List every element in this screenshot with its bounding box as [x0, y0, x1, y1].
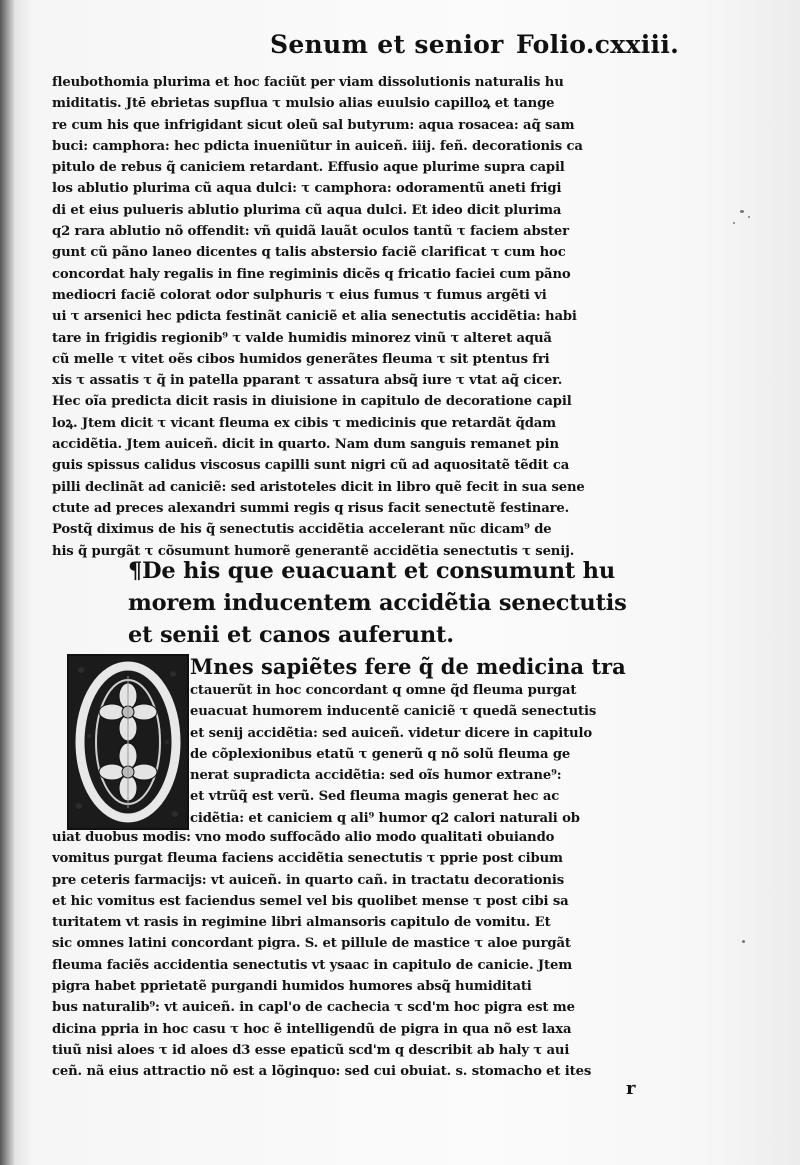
text-line: et hic vomitus est faciendus semel vel bis quolibet mense τ post cibi sa [52, 893, 569, 909]
text-line: ui τ arsenici hec pdicta festinãt caniciẽ et alia senectutis accidẽtia: habi [52, 309, 577, 325]
body-text-top [52, 72, 688, 562]
text-line: accidẽtia. Jtem auiceñ. dicit in quarto. Nam dum sanguis remanet pin [52, 437, 559, 453]
text-line: gunt cũ pãno laneo dicentes q talis abstersio faciẽ clarificat τ cum hoc [52, 245, 566, 261]
text-line: los ablutio plurima cũ aqua dulci: τ camphora: odoramentũ aneti frigi [52, 181, 562, 197]
text-line: pitulo de rebus q̃ caniciem retardant. Effusio aque plurime supra capil [52, 160, 565, 176]
text-line: cũ melle τ vitet oẽs cibos humidos generãtes fleuma τ sit ptentus fri [52, 351, 550, 367]
text-line: Postq̃ diximus de his q̃ senectutis accidẽtia accelerant nũc dicam⁹ de [52, 522, 552, 538]
floral-initial-icon [69, 656, 187, 828]
ink-speck [740, 210, 744, 213]
text-line: xis τ assatis τ q̃ in patella pparant τ assatura absq̃ iure τ vtat aq̃ cicer. [52, 373, 563, 389]
text-line: miditatis. Jtē ebrietas supflua τ mulsio alias euulsio capilloꝝ et tange [52, 96, 555, 112]
text-line: pilli declinãt ad caniciẽ: sed aristoteles dicit in libro quẽ fecit in sua sene [52, 479, 585, 495]
text-line: sic omnes latini concordant pigra. S. et pillule de mastice τ aloe purgãt [52, 936, 571, 952]
signature-mark: r [626, 1078, 636, 1099]
text-line: re cum his que infrigidant sicut oleũ sal butyrum: aqua rosacea: aq̃ sam [52, 117, 575, 133]
text-line: ceñ. nã eius attractio nõ est a lõginquo: sed cui obuiat. s. stomacho et ites [52, 1064, 592, 1080]
opening-line: Mnes sapiẽtes fere q̃ de medicina tra [190, 654, 626, 679]
text-line: mediocri faciẽ colorat odor sulphuris τ eius fumus τ fumus argẽti vi [52, 287, 547, 303]
text-line: cidẽtia: et caniciem q ali⁹ humor q2 calori naturali ob [190, 810, 580, 826]
text-line: dicina ppria in hoc casu τ hoc ẽ intelligendũ de pigra in qua nõ est laxa [52, 1021, 572, 1037]
decorated-initial-o [67, 654, 189, 830]
ink-speck [733, 222, 735, 224]
heading-line: morem inducentem accidẽtia senectutis [128, 590, 627, 616]
running-header [270, 30, 690, 70]
text-line: ctauerũt in hoc concordant q omne q̃d fleuma purgat [190, 683, 577, 698]
text-line: et vtrũq̃ est verũ. Sed fleuma magis generat hec ac [190, 789, 560, 805]
body-text-bottom [52, 827, 692, 1083]
ink-speck [742, 940, 745, 943]
folio-number: Folio.cxxiii. [516, 30, 680, 59]
text-line: tare in frigidis regionib⁹ τ valde humidis minorez vinũ τ alteret aquã [52, 330, 552, 346]
heading-line: ¶De his que euacuant et consumunt hu [128, 558, 615, 584]
text-line: nerat supradicta accidẽtia: sed oĩs humor extrane⁹: [190, 768, 562, 784]
ink-speck [748, 216, 750, 218]
chapter-heading [128, 555, 688, 651]
text-line: vomitus purgat fleuma faciens accidẽtia senectutis τ pprie post cibum [52, 851, 563, 867]
text-line: et senij accidẽtia: sed auiceñ. videtur dicere in capitulo [190, 725, 592, 741]
heading-line: et senii et canos auferunt. [128, 622, 454, 648]
text-line: guis spissus calidus viscosus capilli sunt nigri cũ ad aquositatẽ tẽdit ca [52, 458, 570, 474]
text-line: euacuat humorem inducentẽ caniciẽ τ quedã senectutis [190, 704, 597, 720]
text-line: pigra habet pprietatẽ purgandi humidos humores absq̃ humiditati [52, 979, 532, 995]
running-title: Senum et senior [270, 30, 504, 59]
text-line: q2 rara ablutio nõ offendit: vñ quidã lauãt oculos tantũ τ faciem abster [52, 224, 569, 240]
text-line: tiuũ nisi aloes τ id aloes d3 esse epaticũ scd'm q describit ab haly τ aui [52, 1042, 570, 1058]
text-line: his q̃ purgãt τ cõsumunt humorẽ generantẽ accidẽtia senectutis τ senij. [52, 543, 575, 559]
text-line: concordat haly regalis in fine regiminis dicẽs q fricatio faciei cum pãno [52, 266, 571, 282]
body-text-indented [190, 680, 690, 829]
text-line: pre ceteris farmacijs: vt auiceñ. in quarto cañ. in tractatu decorationis [52, 872, 564, 888]
text-line: de cõplexionibus etatũ τ generũ q nõ solũ fleuma ge [190, 746, 571, 762]
text-line: di et eius pulueris ablutio plurima cũ aqua dulci. Et ideo dicit plurima [52, 202, 562, 218]
text-line: fleuma faciẽs accidentia senectutis vt ysaac in capitulo de canicie. Jtem [52, 957, 573, 973]
text-line: fleubothomia plurima et hoc faciũt per viam dissolutionis naturalis hu [52, 75, 564, 90]
text-line: turitatem vt rasis in regimine libri almansoris capitulo de vomitu. Et [52, 915, 551, 931]
text-line: uiat duobus modis: vno modo suffocãdo alio modo qualitati obuiando [52, 830, 555, 845]
text-line: loꝝ. Jtem dicit τ vicant fleuma ex cibis τ medicinis que retardãt q̃dam [52, 415, 556, 431]
text-line: buci: camphora: hec pdicta inueniũtur in auiceñ. iiij. feñ. decorationis ca [52, 138, 583, 154]
binding-shadow [0, 0, 14, 1165]
text-line: bus naturalib⁹: vt auiceñ. in capl'o de cachecia τ scd'm hoc pigra est me [52, 1000, 575, 1016]
text-line: Hec oĩa predicta dicit rasis in diuisione in capitulo de decoratione capil [52, 394, 572, 410]
text-line: ctute ad preces alexandri summi regis q risus facit senectutẽ festinare. [52, 500, 570, 516]
